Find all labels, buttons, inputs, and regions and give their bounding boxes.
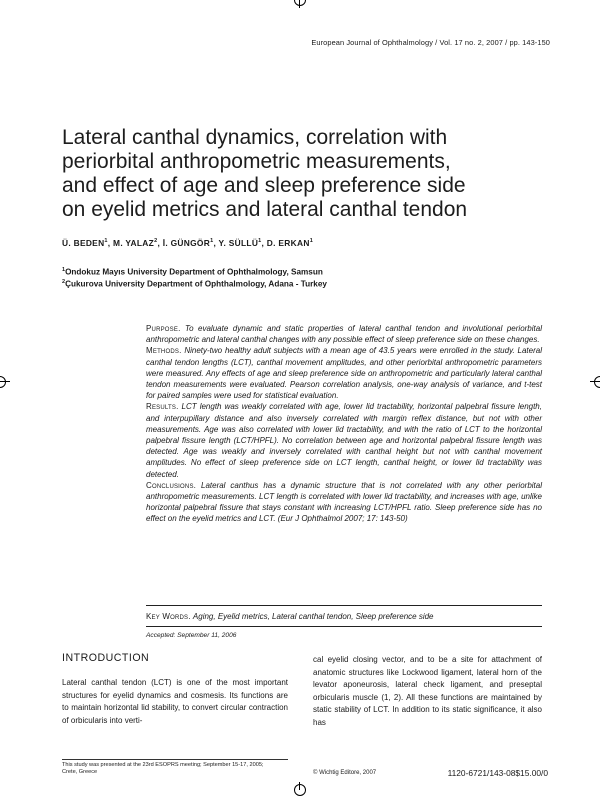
- author-name: M. YALAZ: [113, 238, 155, 248]
- intro-left-column: Lateral canthal tendon (LCT) is one of the most important structures for eyelid dynamics and cosmesis. Its functions are to maintain horizontal lid stability, to convert circular contraction of orbicularis into verti-: [62, 678, 288, 725]
- registration-mark-icon: [0, 376, 6, 388]
- author-affil-sup: 2: [154, 238, 158, 245]
- affiliation-text: Çukurova University Department of Ophthalmology, Adana - Turkey: [65, 279, 327, 289]
- author-name: D. ERKAN: [266, 238, 310, 248]
- key-words-divider: [146, 626, 542, 627]
- title-line: Lateral canthal dynamics, correlation with: [62, 126, 448, 149]
- registration-mark-icon: [594, 376, 600, 388]
- journal-header: European Journal of Ophthalmology / Vol. 17 no. 2, 2007 / pp. 143-150: [311, 38, 550, 47]
- author-affil-sup: 1: [258, 238, 262, 245]
- intro-right-column: cal eyelid closing vector, and to be a site for attachment of anatomic structures like Lockwood ligament, lateral horn of the levator aponeurosis, lateral check ligament, and preseptal orbicularis muscle (1, 2). All these functions are maintained by static stability of LCT. In addition to its static significance, it also has: [313, 655, 542, 727]
- accepted-date: Accepted: September 11, 2006: [146, 632, 237, 639]
- title-line: on eyelid metrics and lateral canthal tendon: [62, 198, 468, 221]
- author-name: Y. SÜLLÜ: [218, 238, 259, 248]
- footnote-divider: [62, 759, 288, 760]
- registration-mark-icon: [294, 0, 306, 6]
- footnote: This study was presented at the 23rd ESOPRS meeting; September 15-17, 2005; Crete, Greece: [62, 762, 264, 776]
- key-words: [146, 612, 542, 621]
- affiliation: [62, 279, 327, 289]
- key-words-text: Aging, Eyelid metrics, Lateral canthal tendon, Sleep preference side: [192, 612, 434, 621]
- abstract-label: Results.: [146, 402, 179, 412]
- abstract-divider: [146, 605, 542, 606]
- article-id: 1120-6721/143-08$15.00/0: [447, 768, 548, 778]
- affiliation: [62, 267, 323, 277]
- abstract-conclusions: [146, 480, 542, 525]
- abstract-results: [146, 401, 542, 479]
- abstract-text: Lateral canthus has a dynamic structure that is not correlated with any other periorbital anthropometric measurements. LCT length is correlated with lower lid tractability, and increases with age, unlike horizontal palpebral fissure that stays constant with increasing LCT/HPFL ratio. Sleep preference side has no effect on the eyelid metrics and LCT. (Eur J Ophthalmol 2007; 17: 143-50): [146, 480, 542, 524]
- abstract-label: Conclusions.: [146, 480, 197, 490]
- author-name: Ü. BEDEN: [62, 238, 105, 248]
- affiliation-sup: 1: [62, 267, 66, 273]
- abstract-methods: [146, 345, 542, 401]
- abstract-text: Ninety-two healthy adult subjects with a mean age of 43.5 years were enrolled in the study. Lateral canthal tendon lengths (LCT), canthal movement amplitudes, and other periorbital anthropometric parameters were measured. Any effects of age and sleep preference side on anthropometric and particularly lateral canthal tendon measurements were evaluated. Pearson correlation analysis, one-way analysis of variance, and t-test for paired samples were used for statistical evaluation.: [146, 346, 542, 401]
- abstract-purpose: [146, 323, 542, 345]
- registration-mark-icon: [294, 784, 306, 796]
- author-name: İ. GÜNGÖR: [162, 238, 211, 248]
- abstract-text: LCT length was weakly correlated with age, lower lid tractability, horizontal palpebral fissure length, and interpupillary distance and also inversely correlated with margin reflex distance, but not with other measurements. Age was also correlated with lower lid tractability, and with the ratio of LCT to the horizontal palpebral fissure length (LCT/HPFL). No correlation between age and horizontal palpebral fissure length was detected. Age was weakly and inversely correlated with canthal height but not with canthal movement amplitudes. No effect of sleep preference side on LCT length, canthal height, or lower lid tractability was detected.: [146, 402, 542, 479]
- abstract: [146, 323, 542, 525]
- copyright: © Wichtig Editore, 2007: [313, 770, 377, 776]
- affiliation-sup: 2: [62, 279, 66, 285]
- section-heading: INTRODUCTION: [62, 652, 150, 664]
- title-line: periorbital anthropometric measurements,: [62, 150, 451, 173]
- abstract-label: Purpose.: [146, 324, 181, 333]
- abstract-label: Methods.: [146, 346, 182, 356]
- author-affil-sup: 1: [309, 238, 314, 245]
- article-title: [62, 126, 542, 222]
- author-affil-sup: 1: [210, 238, 214, 245]
- author-list: Ü. BEDEN$^1$, M. YALAZ$^2$, İ. GÜNGÖR$^1$, Y. SÜLLÜ$^1$, D. ERKAN$^1$: [62, 238, 314, 248]
- author-affil-sup: 1: [104, 238, 108, 245]
- abstract-text: To evaluate dynamic and static properties of lateral canthal tendon and involutional periorbital anthropometric and lateral canthal changes with any possible effect of sleep preference side on these changes.: [146, 324, 542, 345]
- title-line: and effect of age and sleep preference side: [62, 174, 466, 197]
- key-words-label: Key Words.: [146, 612, 191, 621]
- affiliation-text: Ondokuz Mayıs University Department of Ophthalmology, Samsun: [65, 267, 323, 277]
